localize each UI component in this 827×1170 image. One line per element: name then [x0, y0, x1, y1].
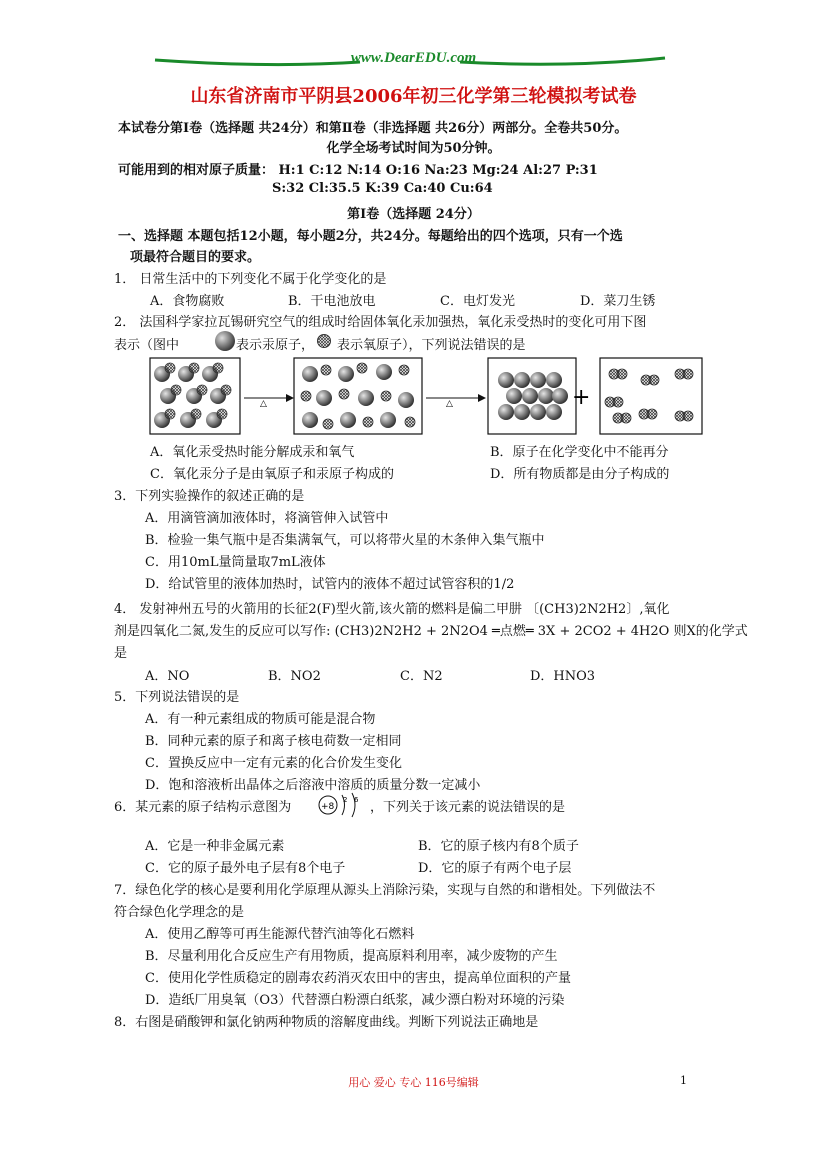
q1-option-c: C．电灯发光: [440, 294, 515, 309]
q7-stem-1: 7．绿色化学的核心是要利用化学原理从源头上消除污染，实现与自然的和谐相处。下列做法不: [114, 883, 656, 898]
q4-option-c: C．N2: [400, 669, 443, 684]
q6-option-c: C．它的原子最外电子层有8个电子: [145, 861, 346, 876]
page-number: 1: [680, 1074, 687, 1087]
atomic-mass-line-2: S:32 Cl:35.5 K:39 Ca:40 Cu:64: [272, 181, 493, 196]
q4-option-a: A．NO: [145, 669, 190, 684]
q6-stem-b: ，下列关于该元素的说法错误的是: [370, 800, 566, 815]
q4-option-b: B．NO2: [268, 669, 321, 684]
q2-stem-2c: 表示氧原子），下列说法错误的是: [337, 338, 526, 353]
q2-stem-1: 2． 法国科学家拉瓦锡研究空气的组成时给固体氧化汞加强热，氧化汞受热时的变化可用下图: [114, 315, 647, 330]
q3-stem: 3．下列实验操作的叙述正确的是: [114, 489, 305, 504]
q1-stem: 1． 日常生活中的下列变化不属于化学变化的是: [114, 272, 387, 287]
intro-line-2: 化学全场考试时间为50分钟。: [326, 141, 501, 156]
q4-option-d: D．HNO3: [530, 669, 596, 684]
q3-option-c: C．用10mL量筒量取7mL液体: [145, 555, 326, 570]
q5-option-c: C．置换反应中一定有元素的化合价发生变化: [145, 756, 402, 771]
nucleus-label: +8: [321, 802, 335, 812]
site-url: www.DearEDU.com: [350, 50, 477, 66]
shell-1-electrons: 2: [343, 796, 348, 804]
q7-option-a: A．使用乙醇等可再生能源代替汽油等化石燃料: [145, 927, 415, 942]
footer-text: 用心 爱心 专心 116号编辑: [348, 1076, 479, 1089]
q3-option-a: A．用滴管滴加液体时，将滴管伸入试管中: [145, 511, 389, 526]
heat-symbol-1: △: [260, 399, 267, 409]
section1-heading-2: 项最符合题目的要求。: [130, 250, 261, 265]
section1-heading: 一、选择题 本题包括12小题，每小题2分，共24分。每题给出的四个选项，只有一个选: [118, 229, 623, 244]
q5-option-a: A．有一种元素组成的物质可能是混合物: [145, 712, 376, 727]
q2-option-d: D．所有物质都是由分子构成的: [490, 467, 670, 482]
q1-option-d: D．菜刀生锈: [580, 294, 656, 309]
mercury-atom-icon: [214, 330, 236, 352]
q7-option-b: B．尽量利用化合反应生产有用物质，提高原料利用率，减少废物的产生: [145, 949, 558, 964]
q2-option-a: A．氧化汞受热时能分解成汞和氧气: [150, 445, 355, 460]
atom-structure-diagram: [316, 790, 372, 824]
plus-sign: +: [572, 385, 591, 410]
q6-option-d: D．它的原子有两个电子层: [418, 861, 572, 876]
heat-symbol-2: △: [446, 399, 453, 409]
q4-stem-3: 是: [114, 646, 128, 661]
q5-option-d: D．饱和溶液析出晶体之后溶液中溶质的质量分数一定减小: [145, 778, 481, 793]
q6-stem-a: 6．某元素的原子结构示意图为: [114, 800, 292, 815]
q4-stem-1: 4． 发射神州五号的火箭用的长征2(F)型火箭,该火箭的燃料是偏二甲肼 〔(CH3)2N2H2〕,氧化: [114, 602, 670, 617]
part1-heading: 第Ⅰ卷（选择题 24分）: [347, 207, 480, 222]
intro-line-1: 本试卷分第Ⅰ卷（选择题 共24分）和第Ⅱ卷（非选择题 共26分）两部分。全卷共50分。: [118, 121, 628, 136]
q3-option-d: D．给试管里的液体加热时，试管内的液体不超过试管容积的1/2: [145, 577, 515, 592]
q2-option-c: C．氧化汞分子是由氧原子和汞原子构成的: [150, 467, 394, 482]
q4-stem-2: 剂是四氧化二氮,发生的反应可以写作: (CH3)2N2H2 + 2N2O4 ═点燃═ 3X + 2CO2 + 4H2O 则X的化学式: [114, 624, 748, 639]
page-title: 山东省济南市平阴县2006年初三化学第三轮模拟考试卷: [190, 86, 637, 107]
q2-stem-2b: 表示汞原子，: [236, 338, 315, 353]
q8-stem: 8．右图是硝酸钾和氯化钠两种物质的溶解度曲线。判断下列说法正确地是: [114, 1015, 539, 1030]
q6-option-a: A．它是一种非金属元素: [145, 839, 285, 854]
q7-option-d: D．造纸厂用臭氧（O3）代替漂白粉漂白纸浆，减少漂白粉对环境的污染: [145, 993, 565, 1008]
q6-option-b: B．它的原子核内有8个质子: [418, 839, 579, 854]
q3-option-b: B．检验一集气瓶中是否集满氧气，可以将带火星的木条伸入集气瓶中: [145, 533, 545, 548]
mercury-oxide-diagram: [148, 356, 728, 438]
oxygen-atom-icon: [316, 333, 332, 349]
q2-stem-2a: 表示（图中: [114, 338, 180, 353]
q7-stem-2: 符合绿色化学理念的是: [114, 905, 245, 920]
atomic-mass-line-1: 可能用到的相对原子质量： H:1 C:12 N:14 O:16 Na:23 Mg:24 Al:27 P:31: [118, 163, 598, 178]
q5-stem: 5．下列说法错误的是: [114, 690, 240, 705]
q1-option-a: A．食物腐败: [150, 294, 225, 309]
q7-option-c: C．使用化学性质稳定的剧毒农药消灭农田中的害虫，提高单位面积的产量: [145, 971, 571, 986]
q1-option-b: B．干电池放电: [288, 294, 376, 309]
q2-option-b: B．原子在化学变化中不能再分: [490, 445, 669, 460]
shell-2-electrons: 6: [354, 796, 359, 804]
q5-option-b: B．同种元素的原子和离子核电荷数一定相同: [145, 734, 402, 749]
